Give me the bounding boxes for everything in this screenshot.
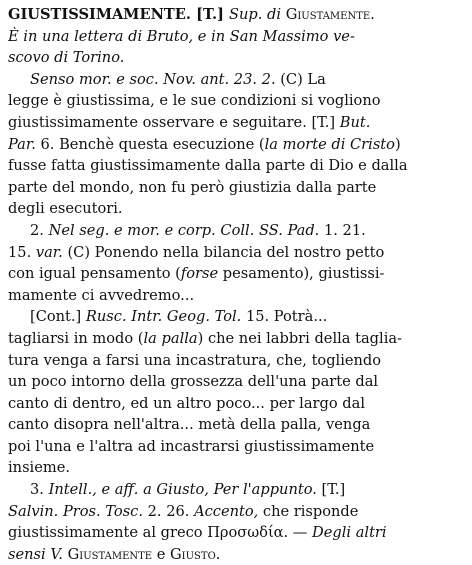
entry-text-line: mamente ci avvedremo... [8,286,195,304]
entry-text-line: giustissimamente osservare e seguitare. [T.] But. [8,113,371,131]
source-citation: But. [339,113,371,131]
gloss: la palla [143,329,198,347]
entry-text-line: poi l'una e l'altra ad incastrarsi giustissimamente [8,437,375,455]
headword: GIUSTISSIMAMENTE. [T.] [8,6,230,23]
entry-text-line: canto disopra nell'altra... metà della palla, venga [8,416,371,434]
headword-cross-reference: Giustamente. [285,6,375,23]
entry-text-line: tura venga a farsi una incastratura, che, togliendo [8,351,382,369]
entry-text-line: 3. Intell., e aff. a Giusto, Per l'appunto. [T.] [30,481,346,499]
source-citation: Senso mor. e soc. Nov. ant. 23. 2. [30,70,276,88]
entry-text-line: legge è giustissima, e le sue condizioni si vogliono [8,92,381,110]
entry-text-line: degli esecutori. [8,200,123,218]
entry-text-line: insieme. [8,459,70,477]
entry-text-line: giustissimamente al greco Προσωδία. — Degli altri [8,524,387,542]
gloss: Accento, [194,502,263,520]
entry-text-line: con igual pensamento (forse pesamento), giustissi- [8,265,385,283]
sense-definition: Intell., e aff. a Giusto, Per l'appunto. [48,481,322,499]
headword-definition: Sup. di [229,6,286,23]
entry-text-line: sensi V. Giustamente e Giusto. [8,545,221,563]
entry-text-line: 2. Nel seg. e mor. e corp. Coll. SS. Pad. 1. 21. [30,221,366,239]
entry-text-line: parte del mondo, non fu però giustizia dalla parte [8,178,377,196]
entry-text-line: Par. 6. Benchè questa esecuzione (la morte di Cristo) [8,135,401,153]
entry-headword-line [8,4,464,26]
sense-number: 2. [30,221,49,239]
entry-text-line: Salvin. Pros. Tosc. 2. 26. Accento, che risponde [8,502,359,520]
source-citation: Nel seg. e mor. e corp. Coll. SS. Pad. [48,221,324,239]
entry-text-line: tagliarsi in modo (la palla) che nei labbri della taglia- [8,329,402,347]
source-citation: Par. [8,135,41,153]
gloss: forse [180,265,223,283]
cross-reference: Giustamente [67,545,157,563]
source-citation: Rusc. Intr. Geog. Tol. [85,308,246,326]
sense-number: 3. [30,481,49,499]
entry-text-line: 15. var. (C) Ponendo nella bilancia del nostro petto [8,243,385,261]
entry-text-line: È in una lettera di Bruto, e in San Massimo ve- [8,27,355,45]
source-citation: Salvin. Pros. Tosc. [8,502,148,520]
entry-text-line: scovo di Torino. [8,49,125,67]
entry-text-line: un poco intorno della grossezza dell'una parte dal [8,373,379,391]
entry-text-line: Senso mor. e soc. Nov. ant. 23. 2. (C) La [30,70,326,88]
entry-text-line: [Cont.] Rusc. Intr. Geog. Tol. 15. Potrà... [30,308,328,326]
source-citation: var. [35,243,68,261]
entry-text-line: canto di dentro, ed un altro poco... per largo dal [8,394,365,412]
gloss: la morte di Cristo [264,135,395,153]
greek-word: Προσωδία. — [207,524,313,542]
entry-text-line: fusse fatta giustissimamente dalla parte di Dio e dalla [8,157,408,175]
cross-reference: Giusto. [170,545,221,563]
